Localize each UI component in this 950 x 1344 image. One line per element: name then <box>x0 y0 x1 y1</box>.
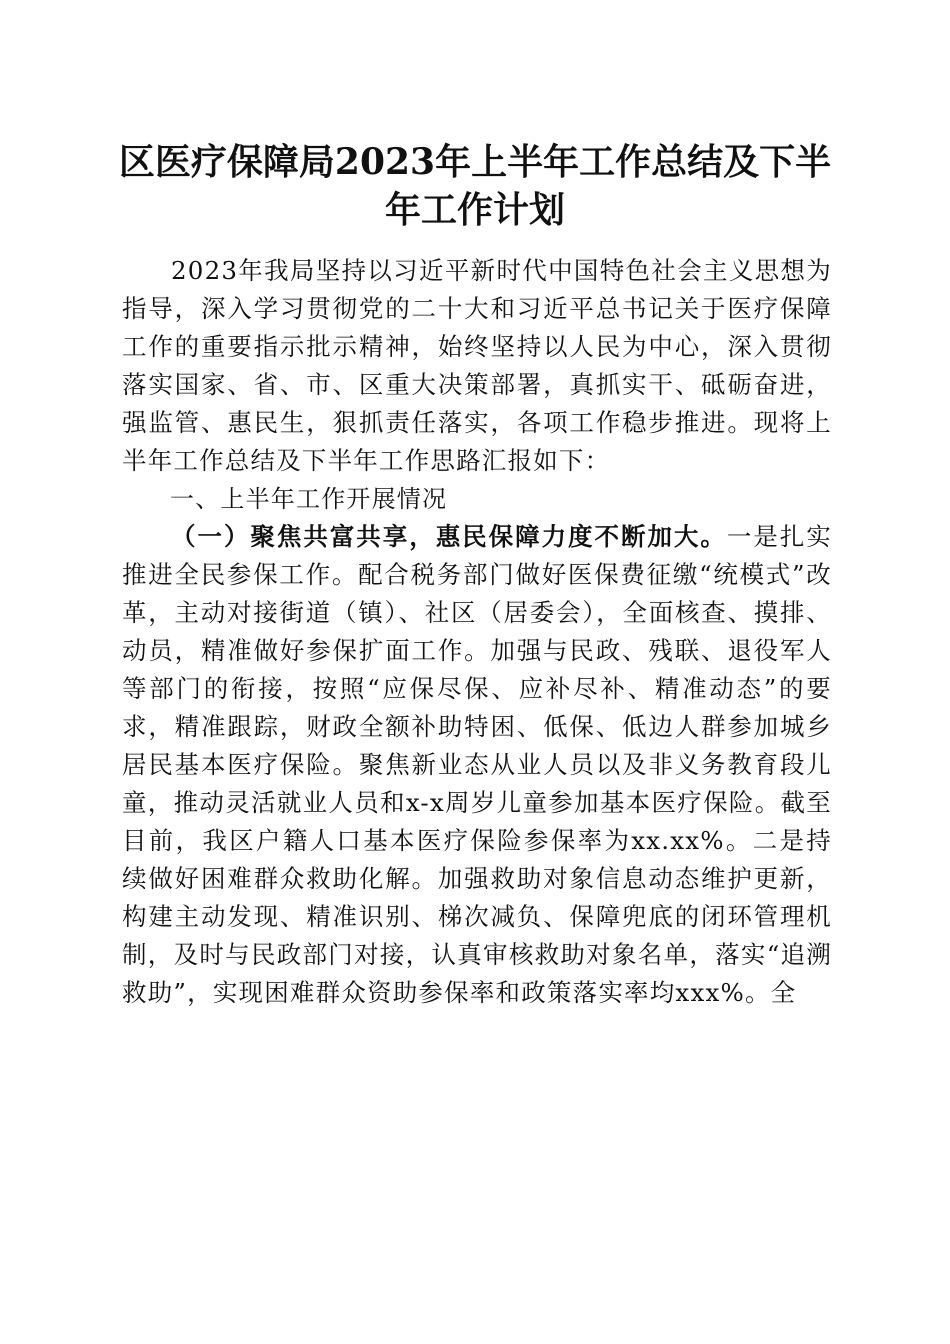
subsection-paragraph <box>122 518 832 1012</box>
document-body <box>122 252 832 1012</box>
title-line-2: 年工作计划 <box>384 189 565 231</box>
intro-paragraph: 2023年我局坚持以习近平新时代中国特色社会主义思想为指导，深入学习贯彻党的二十大和习近平总书记关于医疗保障工作的重要指示批示精神，始终坚持以人民为中心，深入贯彻落实国家、省、市、区重大决策部署，真抓实干、砥砺奋进，强监管、惠民生，狠抓责任落实，各项工作稳步推进。现将上半年工作总结及下半年工作思路汇报如下： <box>122 256 832 475</box>
subsection-lead: （一）聚焦共富共享，惠民保障力度不断加大。 <box>171 522 727 551</box>
title-line-1: 区医疗保障局2023年上半年工作总结及下半 <box>118 141 832 183</box>
document-title <box>100 138 850 234</box>
section-heading: 一、上半年工作开展情况 <box>170 485 448 513</box>
subsection-body: 一是扎实推进全民参保工作。配合税务部门做好医保费征缴“统模式”改革，主动对接街道（镇）、社区（居委会），全面核查、摸排、动员，精准做好参保扩面工作。加强与民政、残联、退役军人等部门的衔接，按照“应保尽保、应补尽补、精准动态”的要求，精准跟踪，财政全额补助特困、低保、低边人群参加城乡居民基本医疗保险。聚焦新业态从业人员以及非义务教育段儿童，推动灵活就业人员和x-x周岁儿童参加基本医疗保险。截至目前，我区户籍人口基本医疗保险参保率为xx.xx%。二是持续做好困难群众救助化解。加强救助对象信息动态维护更新，构建主动发现、精准识别、梯次减负、保障兜底的闭环管理机制，及时与民政部门对接，认真审核救助对象名单，落实“追溯救助”，实现困难群众资助参保率和政策落实率均xxx%。全 <box>122 522 832 1007</box>
